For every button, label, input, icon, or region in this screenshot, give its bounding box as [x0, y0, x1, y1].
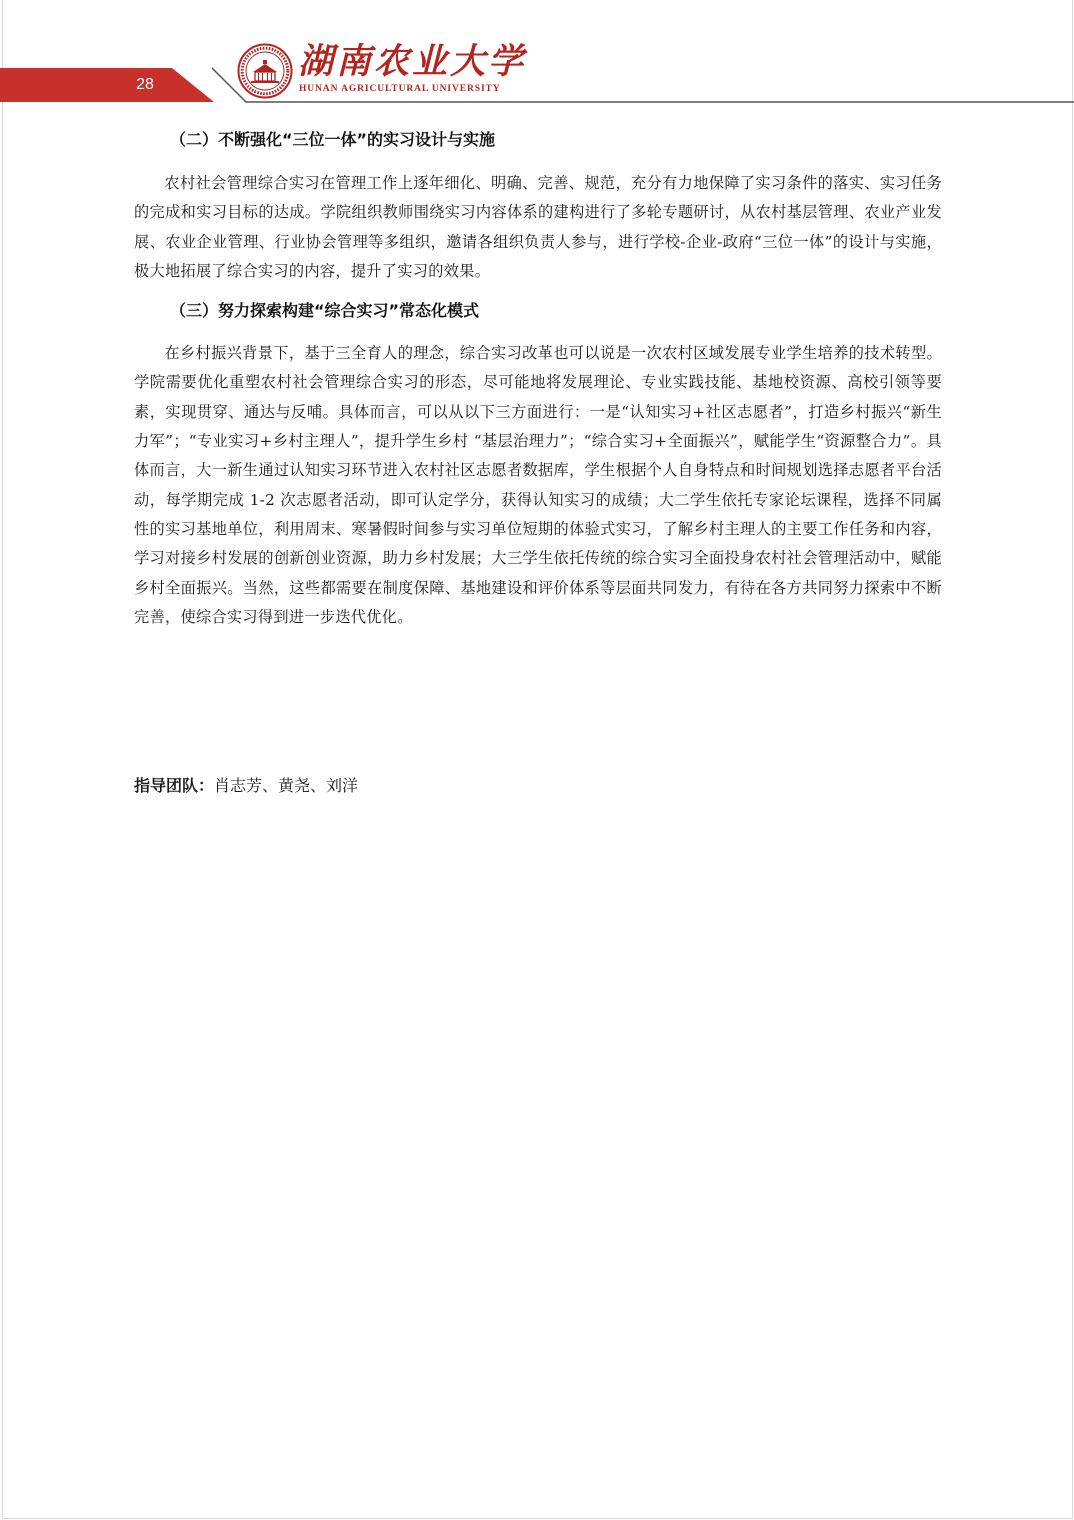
guidance-team-label: 指导团队： [134, 776, 215, 795]
header-band [0, 0, 1074, 110]
section-heading-3: （三）努力探索构建“综合实习”常态化模式 [170, 301, 480, 321]
section-paragraph-2: 农村社会管理综合实习在管理工作上逐年细化、明确、完善、规范，充分有力地保障了实习条件的落实、实习任务的完成和实习目标的达成。学院组织教师围绕实习内容体系的建构进行了多轮专题研讨，从农村基层管理、农业产业发展、农业企业管理、行业协会管理等多组织，邀请各组织负责人参与，进行学校-企业-政府“三位一体”的设计与实施，极大地拓展了综合实习的内容，提升了实习的效果。 [134, 174, 942, 280]
university-name-cn: 湖南农业大学 [298, 41, 527, 82]
header-red-band [0, 68, 214, 102]
page-header [0, 0, 1074, 110]
university-name-en: HUNAN AGRICULTURAL UNIVERSITY [299, 84, 501, 94]
page-number: 28 [136, 76, 154, 93]
main-content [134, 128, 942, 632]
section-heading-2: （二）不断强化“三位一体”的实习设计与实施 [170, 130, 496, 149]
guidance-team-names: 肖志芳、黄尧、刘洋 [214, 776, 359, 795]
university-seal-icon [237, 43, 293, 99]
guidance-team [134, 774, 358, 798]
section-paragraph-3: 在乡村振兴背景下，基于三全育人的理念，综合实习改革也可以说是一次农村区域发展专业学生培养的技术转型。学院需要优化重塑农村社会管理综合实习的形态，尽可能地将发展理论、专业实践技能、基地校资源、高校引领等要素，实现贯穿、通达与反哺。具体而言，可以从以下三方面进行：一是“认知实习+社区志愿者”，打造乡村振兴“新生力军”；“专业实习+乡村主理人”，提升学生乡村 “基层治理力”；“综合实习+全面振兴”，赋能学生“资源整合力”。具体而言，大一新生通过认知实习环节进入农村社区志愿者数据库，学生根据个人自身特点和时间规划选择志愿者平台活动，每学期完成 1-2 次志愿者活动，即可认定学分，获得认知实习的成绩；大二学生依托专家论坛课程，选择不同属性的实习基地单位，利用周末、寒暑假时间参与实习单位短期的体验式实习，了解乡村主理人的主要工作任务和内容，学习对接乡村发展的创新创业资源，助力乡村发展；大三学生依托传统的综合实习全面投身农村社会管理活动中，赋能乡村全面振兴。当然，这些都需要在制度保障、基地建设和评价体系等层面共同发力，有待在各方共同努力探索中不断完善，使综合实习得到进一步迭代优化。 [134, 344, 942, 626]
